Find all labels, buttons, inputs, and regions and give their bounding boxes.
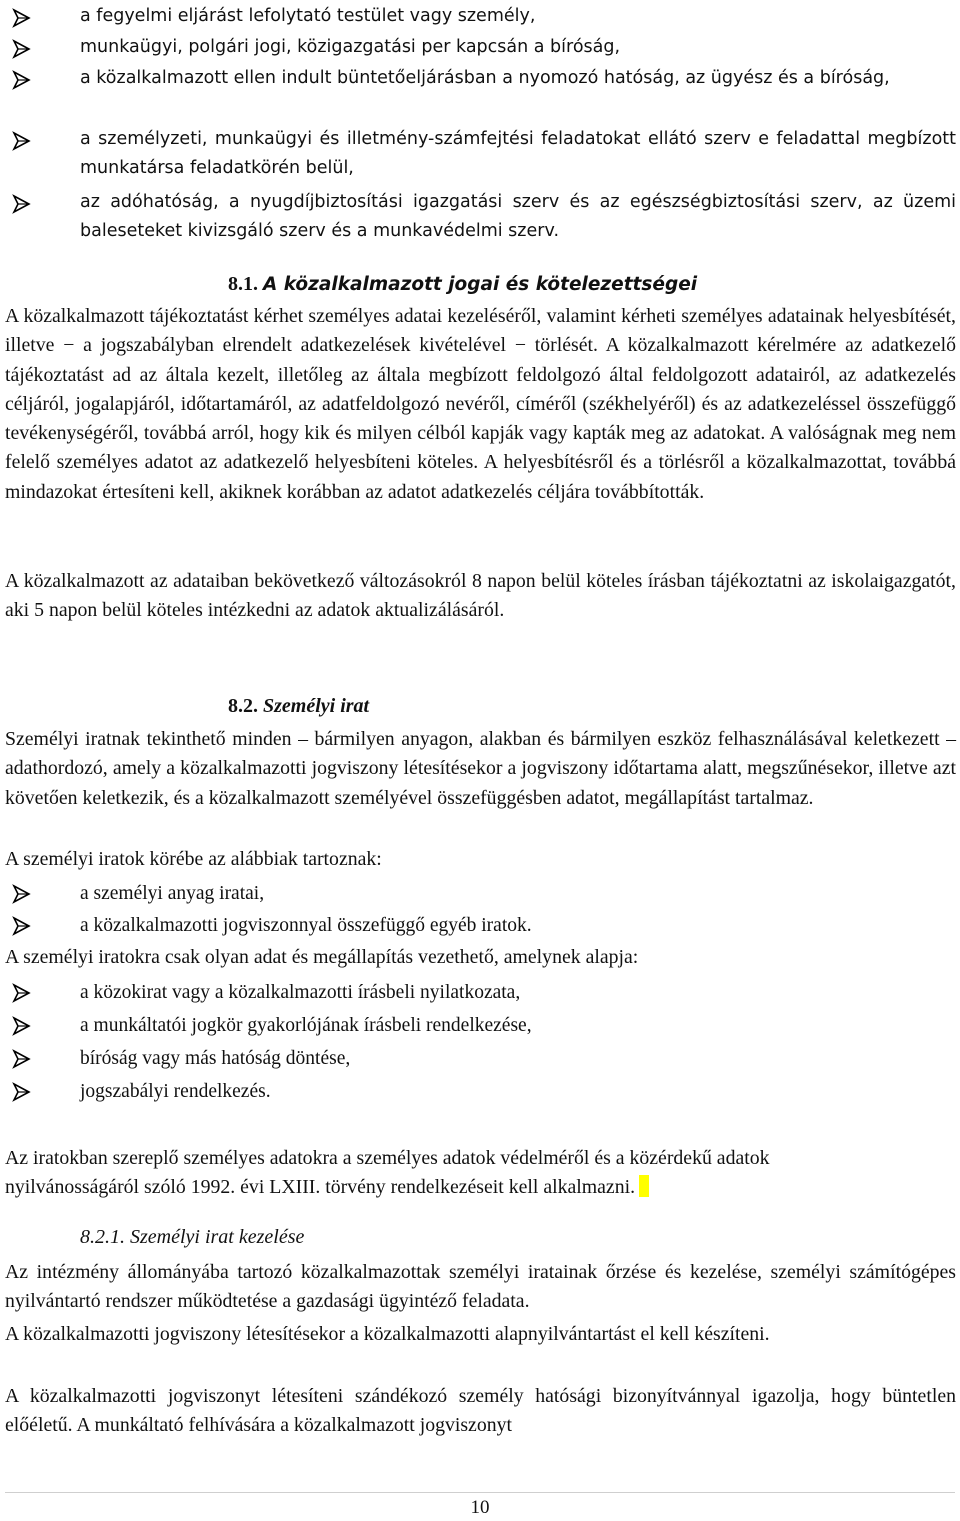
- section-title: Személyi irat: [263, 695, 370, 717]
- paragraph: A közalkalmazotti jogviszonyt létesíteni szándékozó személy hatósági bizonyítvánnyal igazolja, hogy büntetlen előéletű. A munkáltató felhívására a közalkalmazott jogviszonyt: [5, 1385, 956, 1437]
- arrowhead-bullet-icon: [10, 38, 32, 60]
- paragraph: A közalkalmazotti jogviszony létesítésekor a közalkalmazotti alapnyilvántartást el kell készíteni.: [5, 1323, 770, 1345]
- list-item-text: jogszabályi rendelkezés.: [80, 1081, 271, 1102]
- list-item-text: a közalkalmazotti jogviszonnyal összefüggő egyéb iratok.: [80, 915, 532, 936]
- section-heading: [228, 270, 697, 299]
- arrowhead-bullet-icon: [10, 7, 32, 29]
- list-item-text: a fegyelmi eljárást lefolytató testület vagy személy,: [80, 6, 536, 26]
- list-item-text: a személyi anyag iratai,: [80, 883, 265, 904]
- arrowhead-bullet-icon: [10, 1048, 32, 1070]
- arrowhead-bullet-icon: [10, 883, 32, 905]
- arrowhead-bullet-icon: [10, 69, 32, 91]
- list-item-text: munkaügyi, polgári jogi, közigazgatási per kapcsán a bíróság,: [80, 37, 621, 57]
- list-item-text: a közalkalmazott ellen indult büntetőeljárásban a nyomozó hatóság, az ügyész és a bíróság,: [80, 68, 890, 88]
- arrowhead-bullet-icon: [10, 1015, 32, 1037]
- subsection-title: 8.2.1. Személyi irat kezelése: [80, 1226, 305, 1248]
- list-item-text: bíróság vagy más hatóság döntése,: [80, 1048, 351, 1069]
- list-item-text: a személyzeti, munkaügyi és illetmény-számfejtési feladatokat ellátó szerv e feladattal megbízott munkatársa feladatkörén belül,: [80, 129, 956, 178]
- arrowhead-bullet-icon: [10, 193, 32, 215]
- law-reference-text: Az iratokban szereplő személyes adatokra a személyes adatok védelméről és a közérdekű adatok nyilvánosságáról szóló 1992. évi LXIII. törvény rendelkezéseit kell alkalmazni.: [5, 1147, 770, 1199]
- arrowhead-bullet-icon: [10, 915, 32, 937]
- section-number: 8.1.: [228, 273, 258, 295]
- list-item-text: a közokirat vagy a közalkalmazotti írásbeli nyilatkozata,: [80, 982, 521, 1003]
- paragraph: A személyi iratok körébe az alábbiak tartoznak:: [5, 848, 382, 870]
- arrowhead-bullet-icon: [10, 982, 32, 1004]
- list-item-text: a munkáltatói jogkör gyakorlójának írásbeli rendelkezése,: [80, 1015, 532, 1036]
- paragraph: A személyi iratokra csak olyan adat és megállapítás vezethető, amelynek alapja:: [5, 946, 639, 968]
- paragraph: [5, 1144, 900, 1203]
- paragraph: A közalkalmazott tájékoztatást kérhet személyes adatai kezeléséről, valamint kérheti személyes adatainak helyesbítését, illetve − a jogszabályban elrendelt adatkezelések kivételével − törlését. A közalkalmazott kérelmére az adatkezelő tájékoztatást ad az általa kezelt, illetőleg az általa megbízott feldolgozó által feldolgozott adatairól, az adatkezelés céljáról, jogalapjáról, időtartamáról, az adatfeldolgozó nevéről, címéről (székhelyéről) és az adatkezeléssel összefüggő tevékenységéről, továbbá arról, hogy kik és milyen célból kapják vagy kapták meg az adatokat. A valóságnak meg nem felelő személyes adatot az adatkezelő helyesbíteni köteles. A helyesbítésről és a törlésről a közalkalmazottat, továbbá mindazokat értesíteni kell, akiknek korábban az adatot adatkezelés céljára továbbították.: [5, 305, 956, 503]
- paragraph: Az intézmény állományába tartozó közalkalmazottak személyi iratainak őrzése és kezelése, személyi számítógépes nyilvántartó rendszer működtetése a gazdasági ügyintéző feladata.: [5, 1261, 956, 1313]
- arrowhead-bullet-icon: [10, 130, 32, 152]
- highlight-marker: [639, 1175, 649, 1197]
- paragraph: A közalkalmazott az adataiban bekövetkező változásokról 8 napon belül köteles írásban tájékoztatni az iskolaigazgatót, aki 5 napon belül köteles intézkedni az adatok aktualizálásáról.: [5, 570, 956, 622]
- page-number: 10: [470, 1497, 490, 1518]
- arrowhead-bullet-icon: [10, 1081, 32, 1103]
- section-title: A közalkalmazott jogai és kötelezettségei: [263, 274, 698, 295]
- paragraph: Személyi iratnak tekinthető minden – bármilyen anyagon, alakban és bármilyen eszköz felhasználásával keletkezett – adathordozó, amely a közalkalmazotti jogviszony létesítésekor a jogviszony időtartama alatt, megszűnésekor, illetve azt követően keletkezik, és a közalkalmazott személyével összefüggésben adatot, megállapítást tartalmaz.: [5, 728, 956, 809]
- section-heading: [228, 692, 369, 720]
- section-number: 8.2.: [228, 695, 258, 717]
- list-item-text: az adóhatóság, a nyugdíjbiztosítási igazgatási szerv és az egészségbiztosítási szerv, az üzemi baleseteket kivizsgáló szerv és a munkavédelmi szerv.: [80, 192, 956, 241]
- footer-divider: [5, 1492, 955, 1493]
